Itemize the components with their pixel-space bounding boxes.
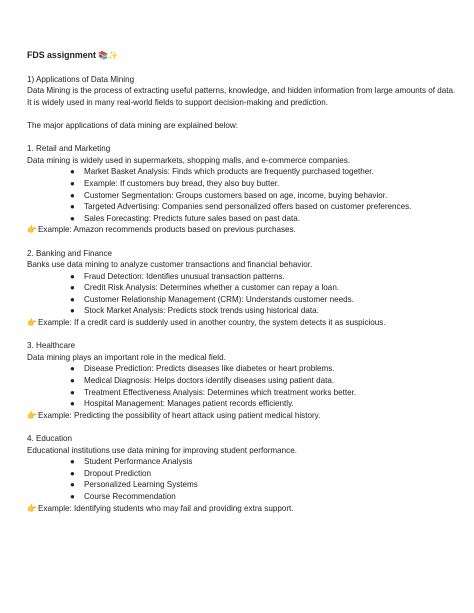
bullet-dot-icon: ● (70, 271, 75, 281)
list-item-text: Course Recommendation (84, 491, 176, 501)
sections (27, 143, 457, 514)
example-text: Example: Predicting the possibility of heart attack using patient medical history. (38, 410, 321, 420)
list-item-text: Medical Diagnosis: Helps doctors identify diseases using patient data. (84, 376, 335, 386)
spacer (27, 329, 457, 341)
explain-line: The major applications of data mining are explained below: (27, 120, 239, 130)
bullet-list (27, 166, 457, 224)
list-item (27, 479, 457, 491)
bullet-dot-icon: ● (70, 376, 75, 386)
list-item-text: Customer Segmentation: Groups customers based on age, income, buying behavior. (84, 190, 388, 200)
bullet-dot-icon: ● (70, 387, 75, 397)
spacer (27, 421, 457, 433)
list-item-text: Customer Relationship Management (CRM): Understands customer needs. (84, 294, 354, 304)
section-intro: Data mining plays an important role in the medical field. (27, 352, 226, 362)
example-text: Example: If a credit card is suddenly used in another country, the system detects it as suspicious. (38, 318, 386, 328)
bullet-list (27, 271, 457, 317)
list-item (27, 213, 457, 225)
list-item (27, 491, 457, 503)
example-line (27, 410, 457, 422)
bullet-dot-icon: ● (70, 167, 75, 177)
list-item (27, 282, 457, 294)
section-heading: 4. Education (27, 434, 72, 443)
list-item-text: Market Basket Analysis: Finds which products are frequently purchased together. (84, 167, 374, 177)
list-item-text: Sales Forecasting: Predicts future sales based on past data. (84, 213, 300, 223)
list-item-text: Disease Prediction: Predicts diseases like diabetes or heart problems. (84, 364, 335, 374)
list-item (27, 190, 457, 202)
bullet-dot-icon: ● (70, 190, 75, 200)
list-item-text: Example: If customers buy bread, they also buy butter. (84, 178, 280, 188)
intro-paragraph: Data Mining is the process of extracting useful patterns, knowledge, and hidden information from large amounts of data. It is widely used in many real-world fields to support decision-making and prediction. (27, 86, 456, 107)
list-item-text: Stock Market Analysis: Predicts stock trends using historical data. (84, 306, 319, 316)
example-line (27, 224, 457, 236)
list-item (27, 294, 457, 306)
pointing-hand-icon: 👉 (27, 410, 38, 420)
list-item (27, 387, 457, 399)
section-3 (27, 340, 457, 433)
list-item-text: Credit Risk Analysis: Determines whether a customer can repay a loan. (84, 283, 340, 293)
bullet-dot-icon: ● (70, 364, 75, 374)
bullet-dot-icon: ● (70, 202, 75, 212)
example-line (27, 317, 457, 329)
list-item (27, 363, 457, 375)
list-item-text: Dropout Prediction (84, 468, 152, 478)
section-4 (27, 433, 457, 514)
bullet-dot-icon: ● (70, 480, 75, 490)
list-item (27, 456, 457, 468)
list-item-text: Fraud Detection: Identifies unusual transaction patterns. (84, 271, 285, 281)
list-item (27, 375, 457, 387)
section-heading: 1. Retail and Marketing (27, 144, 111, 154)
section-intro: Educational institutions use data mining for improving student performance. (27, 445, 297, 455)
list-item-text: Treatment Effectiveness Analysis: Determines which treatment works better. (84, 387, 357, 397)
section-intro: Data mining is widely used in supermarkets, shopping malls, and e-commerce companies. (27, 155, 350, 165)
pointing-hand-icon: 👉 (27, 318, 38, 328)
list-item (27, 305, 457, 317)
bullet-dot-icon: ● (70, 178, 75, 188)
list-item (27, 178, 457, 190)
list-item (27, 398, 457, 410)
section-1 (27, 143, 457, 247)
list-item (27, 166, 457, 178)
list-item (27, 271, 457, 283)
intro-heading: 1) Applications of Data Mining (27, 74, 135, 84)
spacer (27, 132, 457, 144)
books-sparkles-icon: 📚✨ (98, 51, 119, 60)
bullet-dot-icon: ● (70, 294, 75, 304)
example-text: Example: Amazon recommends products based on previous purchases. (38, 225, 296, 235)
example-text: Example: Identifying students who may fail and providing extra support. (38, 503, 294, 513)
bullet-dot-icon: ● (70, 457, 75, 467)
bullet-dot-icon: ● (70, 399, 75, 409)
spacer (27, 236, 457, 248)
list-item-text: Targeted Advertising: Companies send personalized offers based on customer preferences. (84, 202, 412, 212)
bullet-dot-icon: ● (70, 468, 75, 478)
list-item (27, 201, 457, 213)
pointing-hand-icon: 👉 (27, 503, 38, 513)
list-item-text: Hospital Management: Manages patient records efficiently. (84, 399, 294, 409)
document-title (27, 50, 457, 62)
bullet-list (27, 363, 457, 409)
section-heading: 3. Healthcare (27, 341, 76, 351)
list-item (27, 468, 457, 480)
pointing-hand-icon: 👉 (27, 225, 38, 235)
title-text: FDS assignment (27, 50, 96, 60)
list-item-text: Student Performance Analysis (84, 457, 193, 467)
section-intro: Banks use data mining to analyze customer transactions and financial behavior. (27, 260, 313, 270)
document-page (27, 50, 457, 514)
bullet-dot-icon: ● (70, 491, 75, 501)
section-heading: 2. Banking and Finance (27, 248, 113, 258)
bullet-dot-icon: ● (70, 306, 75, 316)
example-line (27, 503, 457, 515)
list-item-text: Personalized Learning Systems (84, 480, 198, 490)
bullet-list (27, 456, 457, 502)
spacer (27, 108, 457, 120)
bullet-dot-icon: ● (70, 213, 75, 223)
bullet-dot-icon: ● (70, 283, 75, 293)
section-2 (27, 248, 457, 341)
